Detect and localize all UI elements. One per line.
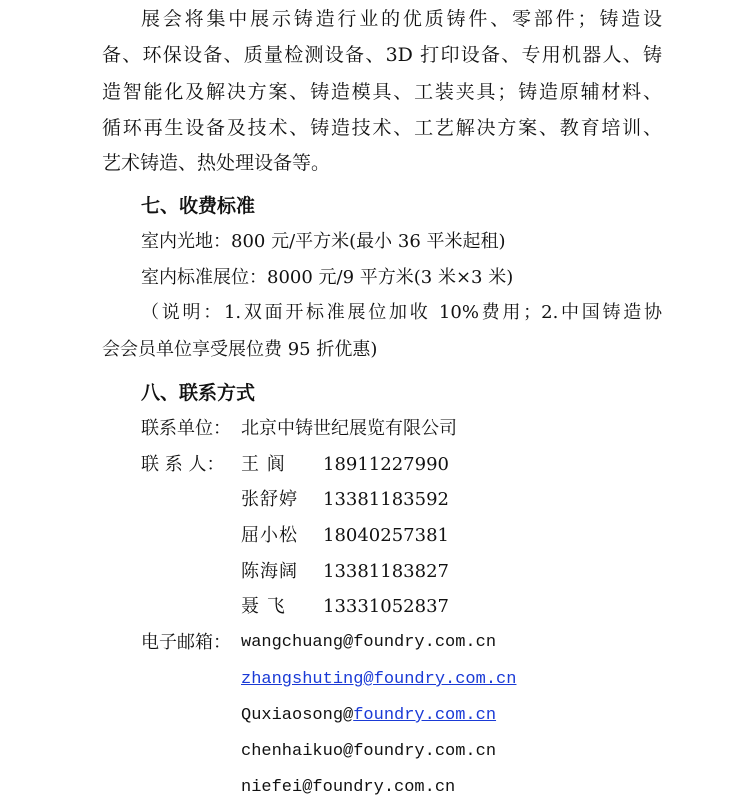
intro-line-4: 循环再生设备及技术、铸造技术、工艺解决方案、教育培训、 (102, 117, 662, 139)
email-label: 电子邮箱： (141, 632, 231, 653)
contact-name: 张舒婷 (241, 489, 298, 510)
email-wangchuang: wangchuang@foundry.com.cn (241, 633, 497, 652)
unit-value: 北京中铸世纪展览有限公司 (241, 418, 457, 439)
intro-line-5: 艺术铸造、热处理设备等。 (102, 152, 331, 174)
email-prefix: Quxiaosong@ (241, 706, 354, 725)
contact-phone: 13381183592 (323, 489, 449, 510)
fees-note-1: （说明：1.双面开标准展位加收 10%费用；2.中国铸造协 (141, 302, 662, 323)
contact-name: 王 阆 (241, 454, 286, 475)
contact-name: 聂 飞 (241, 596, 286, 617)
email-domain-link[interactable]: foundry.com.cn (353, 706, 497, 725)
contact-phone: 18911227990 (323, 454, 449, 475)
contact-phone: 13331052837 (323, 596, 449, 617)
contact-phone: 13381183827 (323, 561, 449, 582)
intro-line-3: 造智能化及解决方案、铸造模具、工装夹具；铸造原辅材料、 (102, 81, 662, 103)
person-label: 联 系 人： (141, 454, 225, 475)
intro-line-1: 展会将集中展示铸造行业的优质铸件、零部件；铸造设 (141, 8, 662, 30)
fees-line-floor: 室内光地：800 元/平方米(最小 36 平米起租) (141, 231, 506, 252)
contact-heading: 八、联系方式 (141, 382, 256, 404)
email-chenhaikuo: chenhaikuo@foundry.com.cn (241, 742, 497, 761)
email-niefei: niefei@foundry.com.cn (241, 778, 456, 797)
email-quxiaosong (241, 704, 496, 728)
fees-note-2: 会会员单位享受展位费 95 折优惠) (102, 339, 378, 360)
unit-label: 联系单位： (141, 418, 231, 439)
email-link-zhangshuting[interactable]: zhangshuting@foundry.com.cn (241, 670, 517, 689)
contact-phone: 18040257381 (323, 525, 449, 546)
intro-line-2: 备、环保设备、质量检测设备、3D 打印设备、专用机器人、铸 (102, 44, 662, 66)
fees-heading: 七、收费标准 (141, 195, 256, 217)
contact-name: 屈小松 (241, 525, 298, 546)
contact-name: 陈海阔 (241, 561, 298, 582)
fees-line-booth: 室内标准展位：8000 元/9 平方米(3 米×3 米) (141, 267, 514, 288)
